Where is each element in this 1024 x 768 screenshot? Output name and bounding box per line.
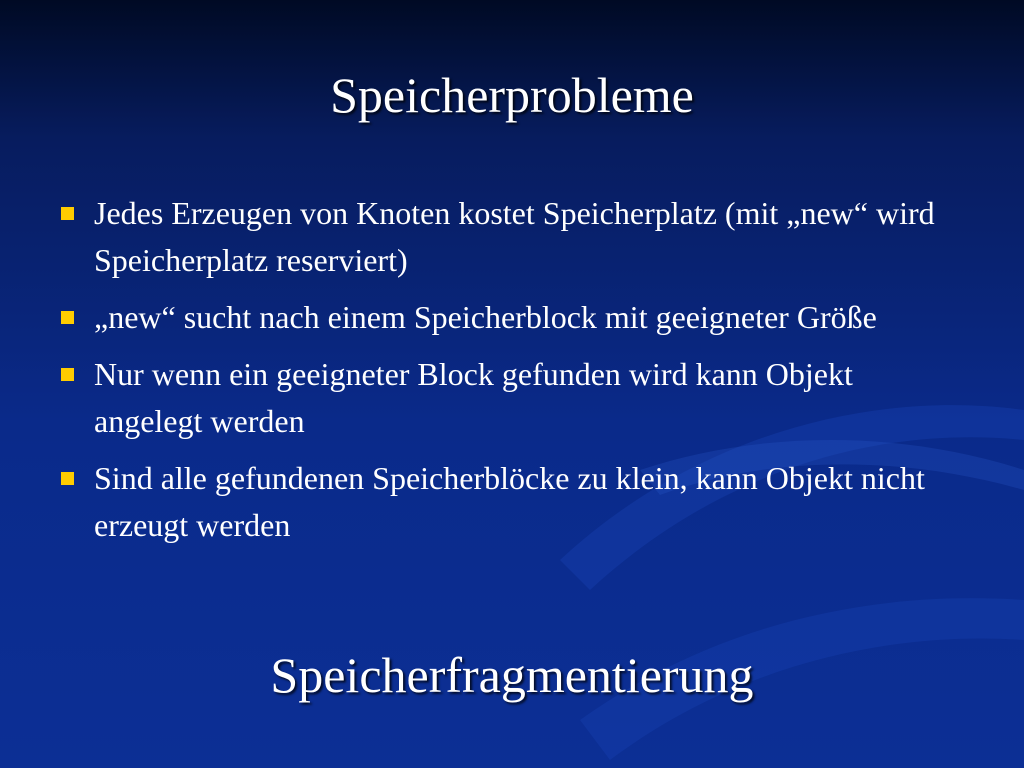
bullet-text: Nur wenn ein geeigneter Block gefunden wird kann Objekt angelegt werden [94, 356, 853, 439]
square-bullet-icon [61, 311, 74, 324]
list-item [56, 455, 956, 549]
bullet-list [56, 190, 956, 559]
square-bullet-icon [61, 207, 74, 220]
list-item [56, 294, 956, 341]
square-bullet-icon [61, 472, 74, 485]
square-bullet-icon [61, 368, 74, 381]
slide-title: Speicherprobleme [330, 67, 694, 123]
slide-subtitle: Speicherfragmentierung [270, 647, 754, 703]
bullet-text: „new“ sucht nach einem Speicherblock mit geeigneter Größe [94, 299, 877, 335]
list-item [56, 190, 956, 284]
bullet-text: Sind alle gefundenen Speicherblöcke zu klein, kann Objekt nicht erzeugt werden [94, 460, 925, 543]
list-item [56, 351, 956, 445]
bullet-text: Jedes Erzeugen von Knoten kostet Speicherplatz (mit „new“ wird Speicherplatz reserviert) [94, 195, 935, 278]
